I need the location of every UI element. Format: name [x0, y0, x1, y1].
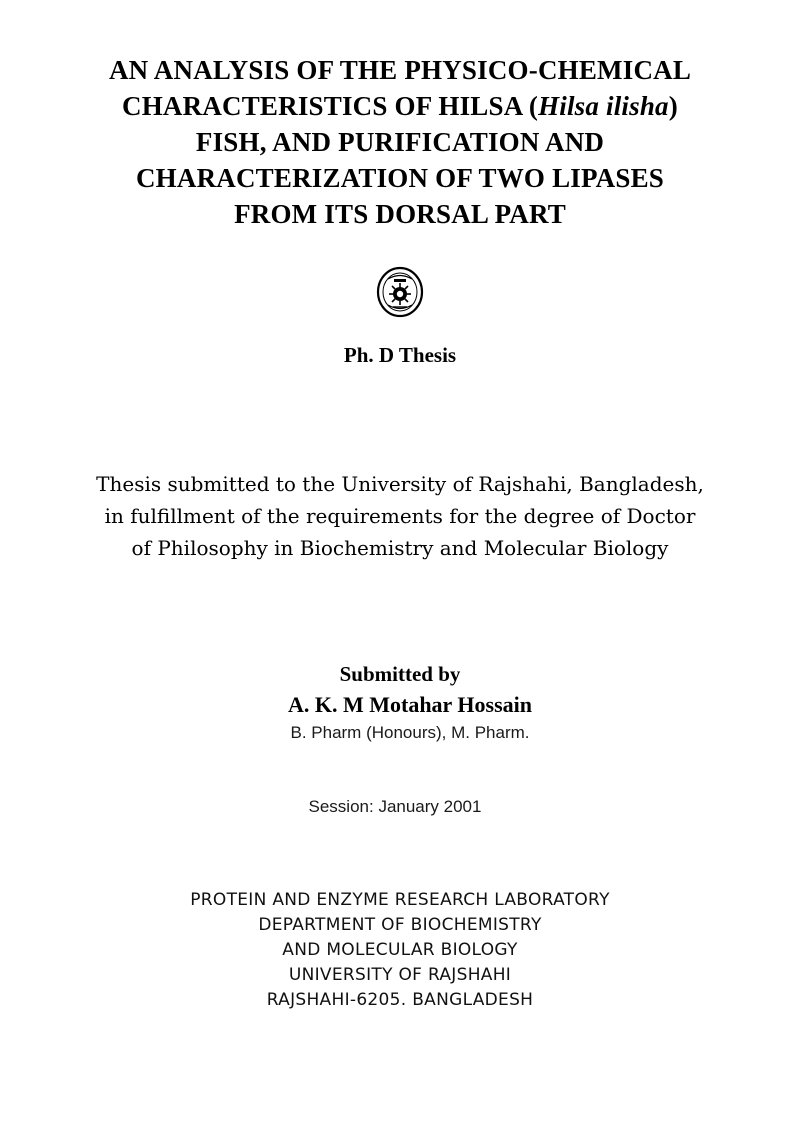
- university-seal-icon: [374, 266, 426, 318]
- statement-line-1: Thesis submitted to the University of Rajshahi, Bangladesh,: [96, 472, 704, 496]
- affiliation-department-cont: AND MOLECULAR BIOLOGY: [282, 940, 518, 960]
- thesis-title: [40, 52, 760, 232]
- affiliation-university: UNIVERSITY OF RAJSHAHI: [288, 965, 512, 985]
- submission-statement: [40, 468, 760, 564]
- statement-line-3: of Philosophy in Biochemistry and Molecular Biology: [131, 536, 669, 560]
- author-name: A. K. M Motahar Hossain: [287, 692, 533, 717]
- affiliation-address: RAJSHAHI-6205. BANGLADESH: [266, 990, 534, 1010]
- author-qualifications: B. Pharm (Honours), M. Pharm.: [290, 723, 530, 742]
- session-date: Session: January 2001: [308, 797, 482, 816]
- affiliation-laboratory: PROTEIN AND ENZYME RESEARCH LABORATORY: [190, 890, 610, 910]
- affiliation-block: [0, 888, 800, 1013]
- title-line-2-suffix: ): [668, 91, 678, 121]
- title-line-4: CHARACTERIZATION OF TWO LIPASES: [135, 163, 665, 193]
- statement-line-2: in fulfillment of the requirements for the degree of Doctor: [104, 504, 696, 528]
- title-line-3: FISH, AND PURIFICATION AND: [195, 127, 605, 157]
- degree-label: Ph. D Thesis: [343, 343, 457, 367]
- title-line-5: FROM ITS DORSAL PART: [234, 199, 566, 229]
- scientific-name: Hilsa ilisha: [538, 91, 669, 121]
- title-line-1: AN ANALYSIS OF THE PHYSICO-CHEMICAL: [108, 55, 692, 85]
- title-line-2-prefix: CHARACTERISTICS OF HILSA (: [122, 91, 539, 121]
- affiliation-department: DEPARTMENT OF BIOCHEMISTRY: [258, 915, 542, 935]
- title-line-2: [40, 88, 760, 124]
- submitted-by-label: Submitted by: [339, 662, 461, 686]
